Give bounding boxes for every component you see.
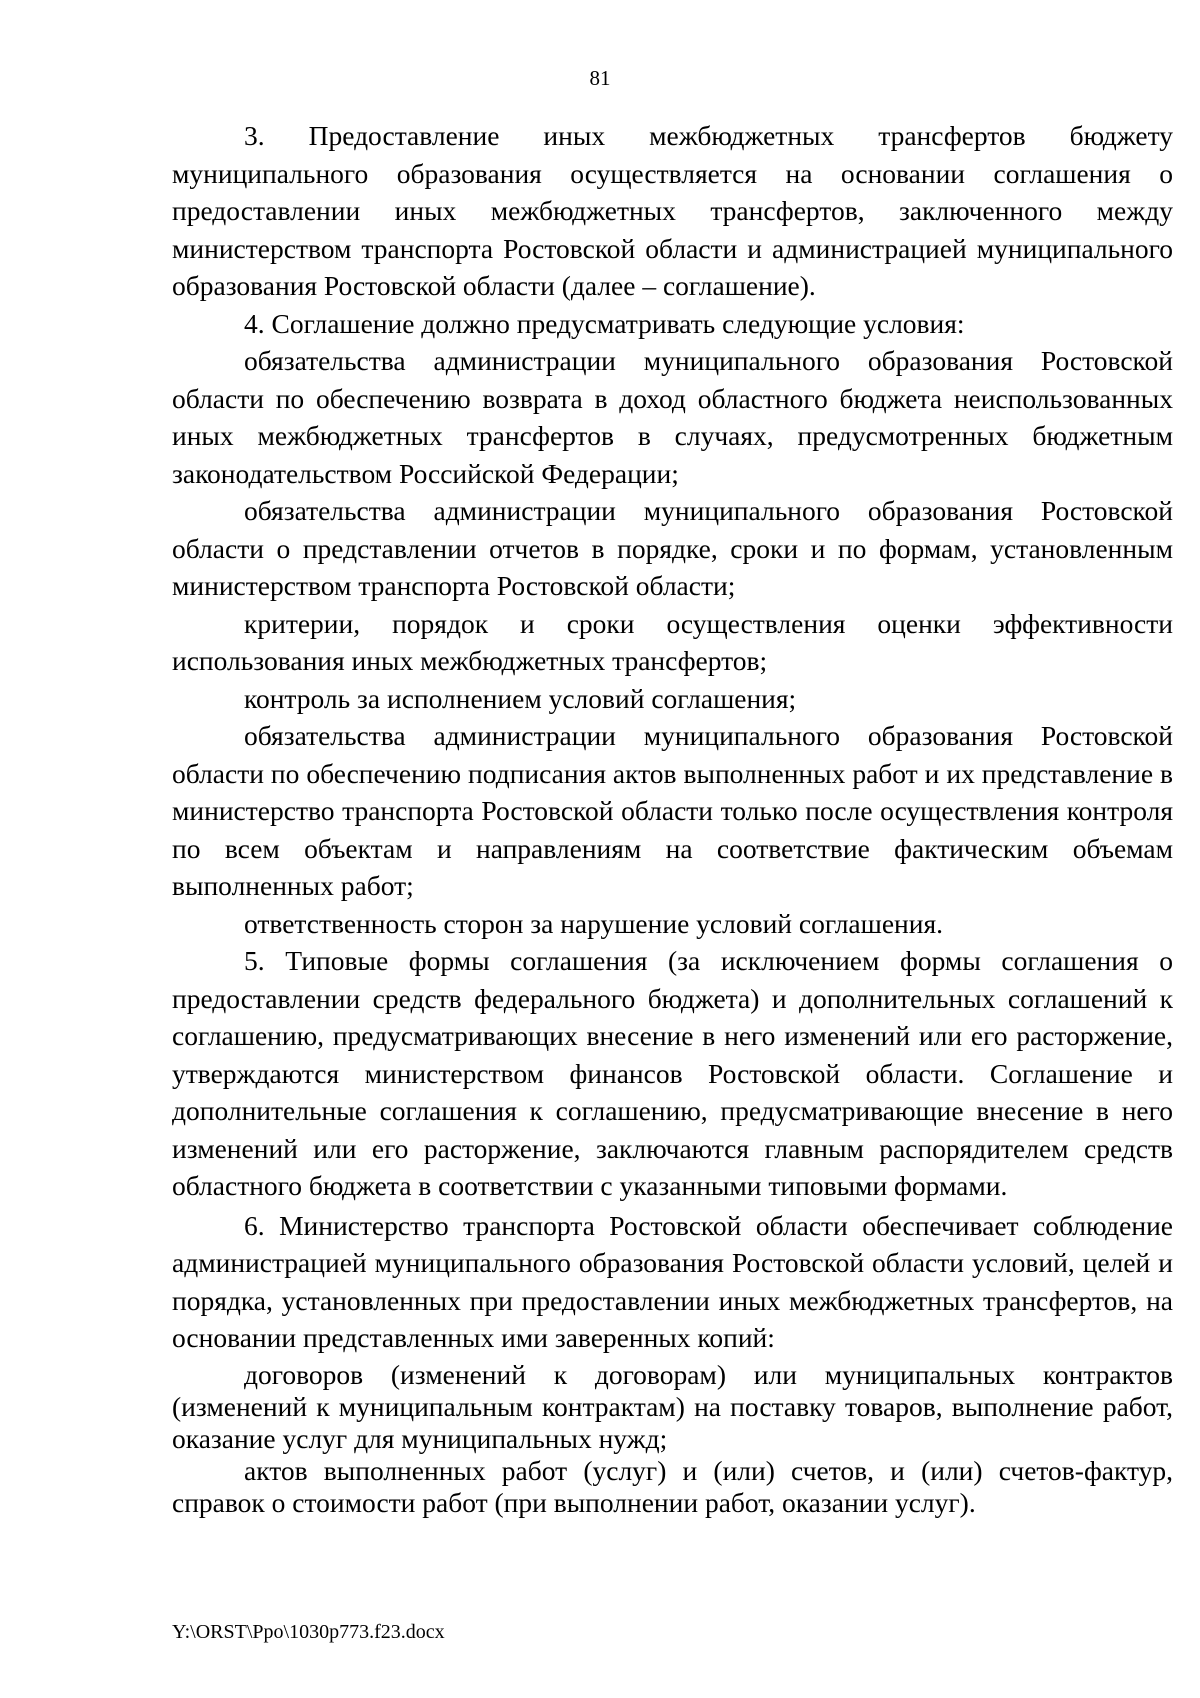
condition-parties-responsibility: ответственность сторон за нарушение условий соглашения.: [244, 907, 943, 939]
item-acts-invoices-copies: актов выполненных работ (услуг) и (или) счетов, и (или) счетов-фактур, справок о стоимости работ (при выполнении работ, оказании услуг).: [172, 1454, 1173, 1518]
footer-file-path: Y:\ORST\Ppo\1030p773.f23.docx: [172, 1621, 445, 1643]
page-number: 81: [589, 66, 611, 90]
condition-refund-obligation: обязательства администрации муниципального образования Ростовской области по обеспечению возврата в доход областного бюджета неиспользованных иных межбюджетных трансфертов в случаях, предусмотренных бюджетным законодательством Российской Федерации;: [172, 345, 1173, 489]
condition-reporting-obligation: обязательства администрации муниципального образования Ростовской области о представлении отчетов в порядке, сроки и по формам, установленным министерством транспорта Ростовской области;: [172, 495, 1173, 601]
condition-compliance-control: контроль за исполнением условий соглашения;: [244, 682, 797, 714]
paragraph-6-ministry-oversight: 6. Министерство транспорта Ростовской области обеспечивает соблюдение администрацией муниципального образования Ростовской области условий, целей и порядка, установленных при предоставлении иных межбюджетных трансфертов, на основании представленных ими заверенных копий:: [172, 1209, 1173, 1353]
document-body: [172, 117, 1173, 1519]
condition-acts-signing-obligation: обязательства администрации муниципального образования Ростовской области по обеспечению подписания актов выполненных работ и их представление в министерство транспорта Ростовской области только после осуществления контроля по всем объектам и направлениям на соответствие фактическим объемам выполненных работ;: [172, 720, 1173, 901]
paragraph-4-agreement-conditions: 4. Соглашение должно предусматривать следующие условия:: [244, 307, 965, 339]
paragraph-3-agreement-basis: 3. Предоставление иных межбюджетных трансфертов бюджету муниципального образования осуществляется на основании соглашения о предоставлении иных межбюджетных трансфертов, заключенного между министерством транспорта Ростовской области и администрацией муниципального образования Ростовской области (далее – соглашение).: [172, 120, 1173, 301]
condition-efficiency-criteria: критерии, порядок и сроки осуществления оценки эффективности использования иных межбюджетных трансфертов;: [172, 607, 1173, 676]
item-contracts-copies: договоров (изменений к договорам) или муниципальных контрактов (изменений к муниципальным контрактам) на поставку товаров, выполнение работ, оказание услуг для муниципальных нужд;: [172, 1358, 1173, 1454]
paragraph-5-standard-forms: 5. Типовые формы соглашения (за исключением формы соглашения о предоставлении средств федерального бюджета) и дополнительных соглашений к соглашению, предусматривающих внесение в него изменений или его расторжение, утверждаются министерством финансов Ростовской области. Соглашение и дополнительные соглашения к соглашению, предусматривающие внесение в него изменений или его расторжение, заключаются главным распорядителем средств областного бюджета в соответствии с указанными типовыми формами.: [172, 945, 1173, 1201]
